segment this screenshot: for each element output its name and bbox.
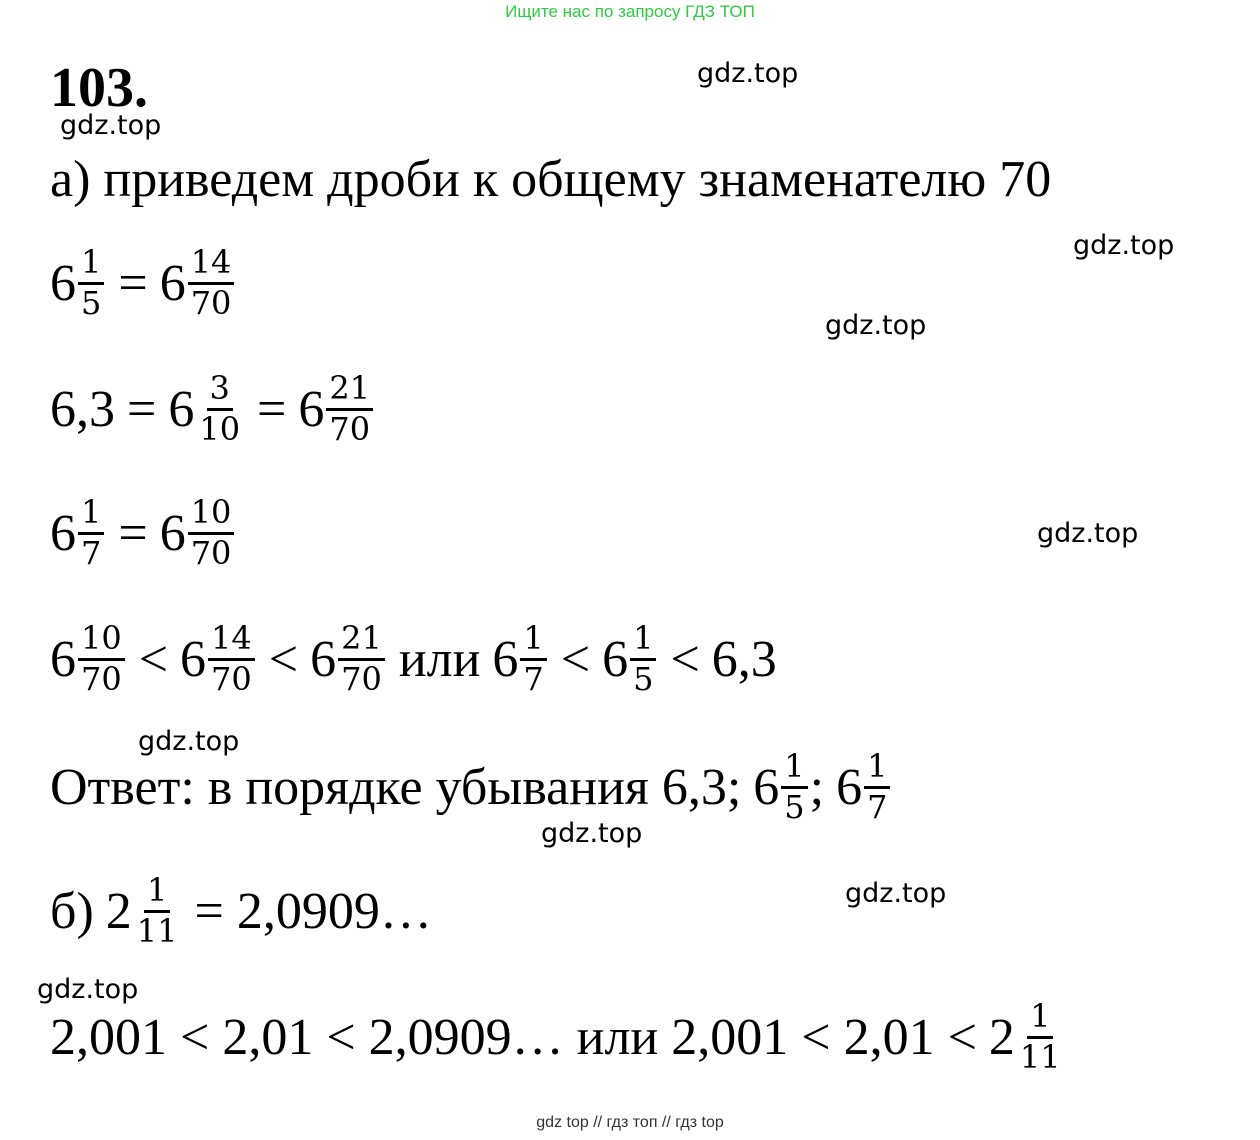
fraction — [196, 369, 243, 448]
numerator: 1 — [864, 750, 890, 789]
fraction — [520, 619, 546, 698]
equation-2 — [50, 369, 375, 448]
numerator: 10 — [78, 622, 125, 661]
denominator: 70 — [81, 659, 122, 698]
numerator: 21 — [338, 622, 385, 661]
watermark: gdz.top — [825, 310, 927, 341]
whole: 6 — [492, 630, 519, 688]
denominator: 7 — [867, 787, 888, 826]
operator: = — [127, 380, 157, 438]
separator: ; — [809, 758, 825, 816]
numerator: 1 — [630, 622, 656, 661]
less-than: < — [670, 630, 700, 688]
numerator: 10 — [188, 496, 235, 535]
fraction — [134, 871, 181, 950]
answer-text: Ответ: в порядке убывания 6,3; — [50, 758, 742, 816]
watermark: gdz.top — [541, 818, 643, 849]
denominator: 5 — [633, 659, 654, 698]
denominator: 70 — [329, 409, 371, 448]
equation-1 — [50, 243, 236, 322]
whole: 6 — [180, 630, 207, 688]
denominator: 70 — [211, 659, 252, 698]
watermark: gdz.top — [37, 974, 139, 1005]
fraction — [188, 243, 235, 322]
fraction — [864, 747, 890, 826]
top-banner: Ищите нас по запросу ГДЗ ТОП — [505, 2, 755, 21]
decimal: 6,3 — [711, 630, 777, 688]
less-than: < — [268, 630, 299, 688]
denominator: 5 — [81, 283, 102, 322]
fraction — [78, 493, 104, 572]
operator: = — [118, 504, 148, 562]
fraction — [78, 243, 104, 322]
denominator: 70 — [190, 533, 232, 572]
denominator: 10 — [199, 409, 241, 448]
numerator: 1 — [78, 246, 104, 285]
whole: 2 — [988, 1008, 1015, 1066]
comparison-text: 2,001 < 2,01 < 2,0909… или 2,001 < 2,01 < — [50, 1008, 977, 1066]
less-than: < — [560, 630, 591, 688]
operator: = — [118, 254, 148, 312]
numerator: 21 — [326, 372, 373, 411]
whole: 6 — [310, 630, 337, 688]
fraction — [338, 619, 385, 698]
numerator: 14 — [208, 622, 255, 661]
denominator: 5 — [784, 787, 805, 826]
fraction — [188, 493, 235, 572]
numerator: 1 — [78, 496, 104, 535]
whole: 2 — [105, 882, 132, 940]
whole: 6 — [602, 630, 629, 688]
numerator: 1 — [520, 622, 546, 661]
equation-rest: = 2,0909… — [194, 882, 432, 940]
less-than: < — [138, 630, 169, 688]
numerator: 1 — [1027, 1000, 1053, 1039]
fraction — [78, 619, 125, 698]
denominator: 70 — [190, 283, 232, 322]
numerator: 3 — [207, 372, 233, 411]
part-b-label: б) — [50, 882, 94, 940]
fraction — [326, 369, 373, 448]
whole: 6 — [159, 504, 186, 562]
footer: gdz top // гдз топ // гдз top — [536, 1114, 724, 1131]
answer-a — [50, 747, 892, 826]
part-a-heading: а) приведем дроби к общему знаменателю 70 — [50, 151, 1052, 208]
denominator: 11 — [1019, 1037, 1061, 1076]
watermark: gdz.top — [845, 878, 947, 909]
problem-number: 103. — [50, 57, 148, 119]
numerator: 1 — [144, 874, 170, 913]
numerator: 14 — [188, 246, 235, 285]
decimal: 6,3 — [50, 380, 115, 438]
fraction — [208, 619, 255, 698]
part-b-equation — [50, 871, 432, 950]
whole: 6 — [50, 504, 76, 562]
whole: 6 — [753, 758, 780, 816]
numerator: 1 — [781, 750, 807, 789]
whole: 6 — [50, 630, 76, 688]
comparison-a — [50, 619, 777, 698]
denominator: 7 — [523, 659, 544, 698]
watermark: gdz.top — [138, 726, 240, 757]
fraction — [1017, 997, 1064, 1076]
operator: = — [257, 380, 287, 438]
whole: 6 — [50, 254, 76, 312]
denominator: 7 — [81, 533, 102, 572]
whole: 6 — [168, 380, 195, 438]
watermark: gdz.top — [1073, 230, 1175, 261]
denominator: 70 — [341, 659, 382, 698]
part-b-comparison — [50, 997, 1066, 1076]
or-word: или — [398, 630, 481, 688]
equation-3 — [50, 493, 236, 572]
watermark: gdz.top — [60, 110, 162, 141]
fraction — [630, 619, 656, 698]
watermark: gdz.top — [697, 58, 799, 89]
whole: 6 — [298, 380, 325, 438]
whole: 6 — [836, 758, 863, 816]
denominator: 11 — [136, 911, 178, 950]
fraction — [781, 747, 807, 826]
watermark: gdz.top — [1037, 518, 1139, 549]
whole: 6 — [159, 254, 186, 312]
